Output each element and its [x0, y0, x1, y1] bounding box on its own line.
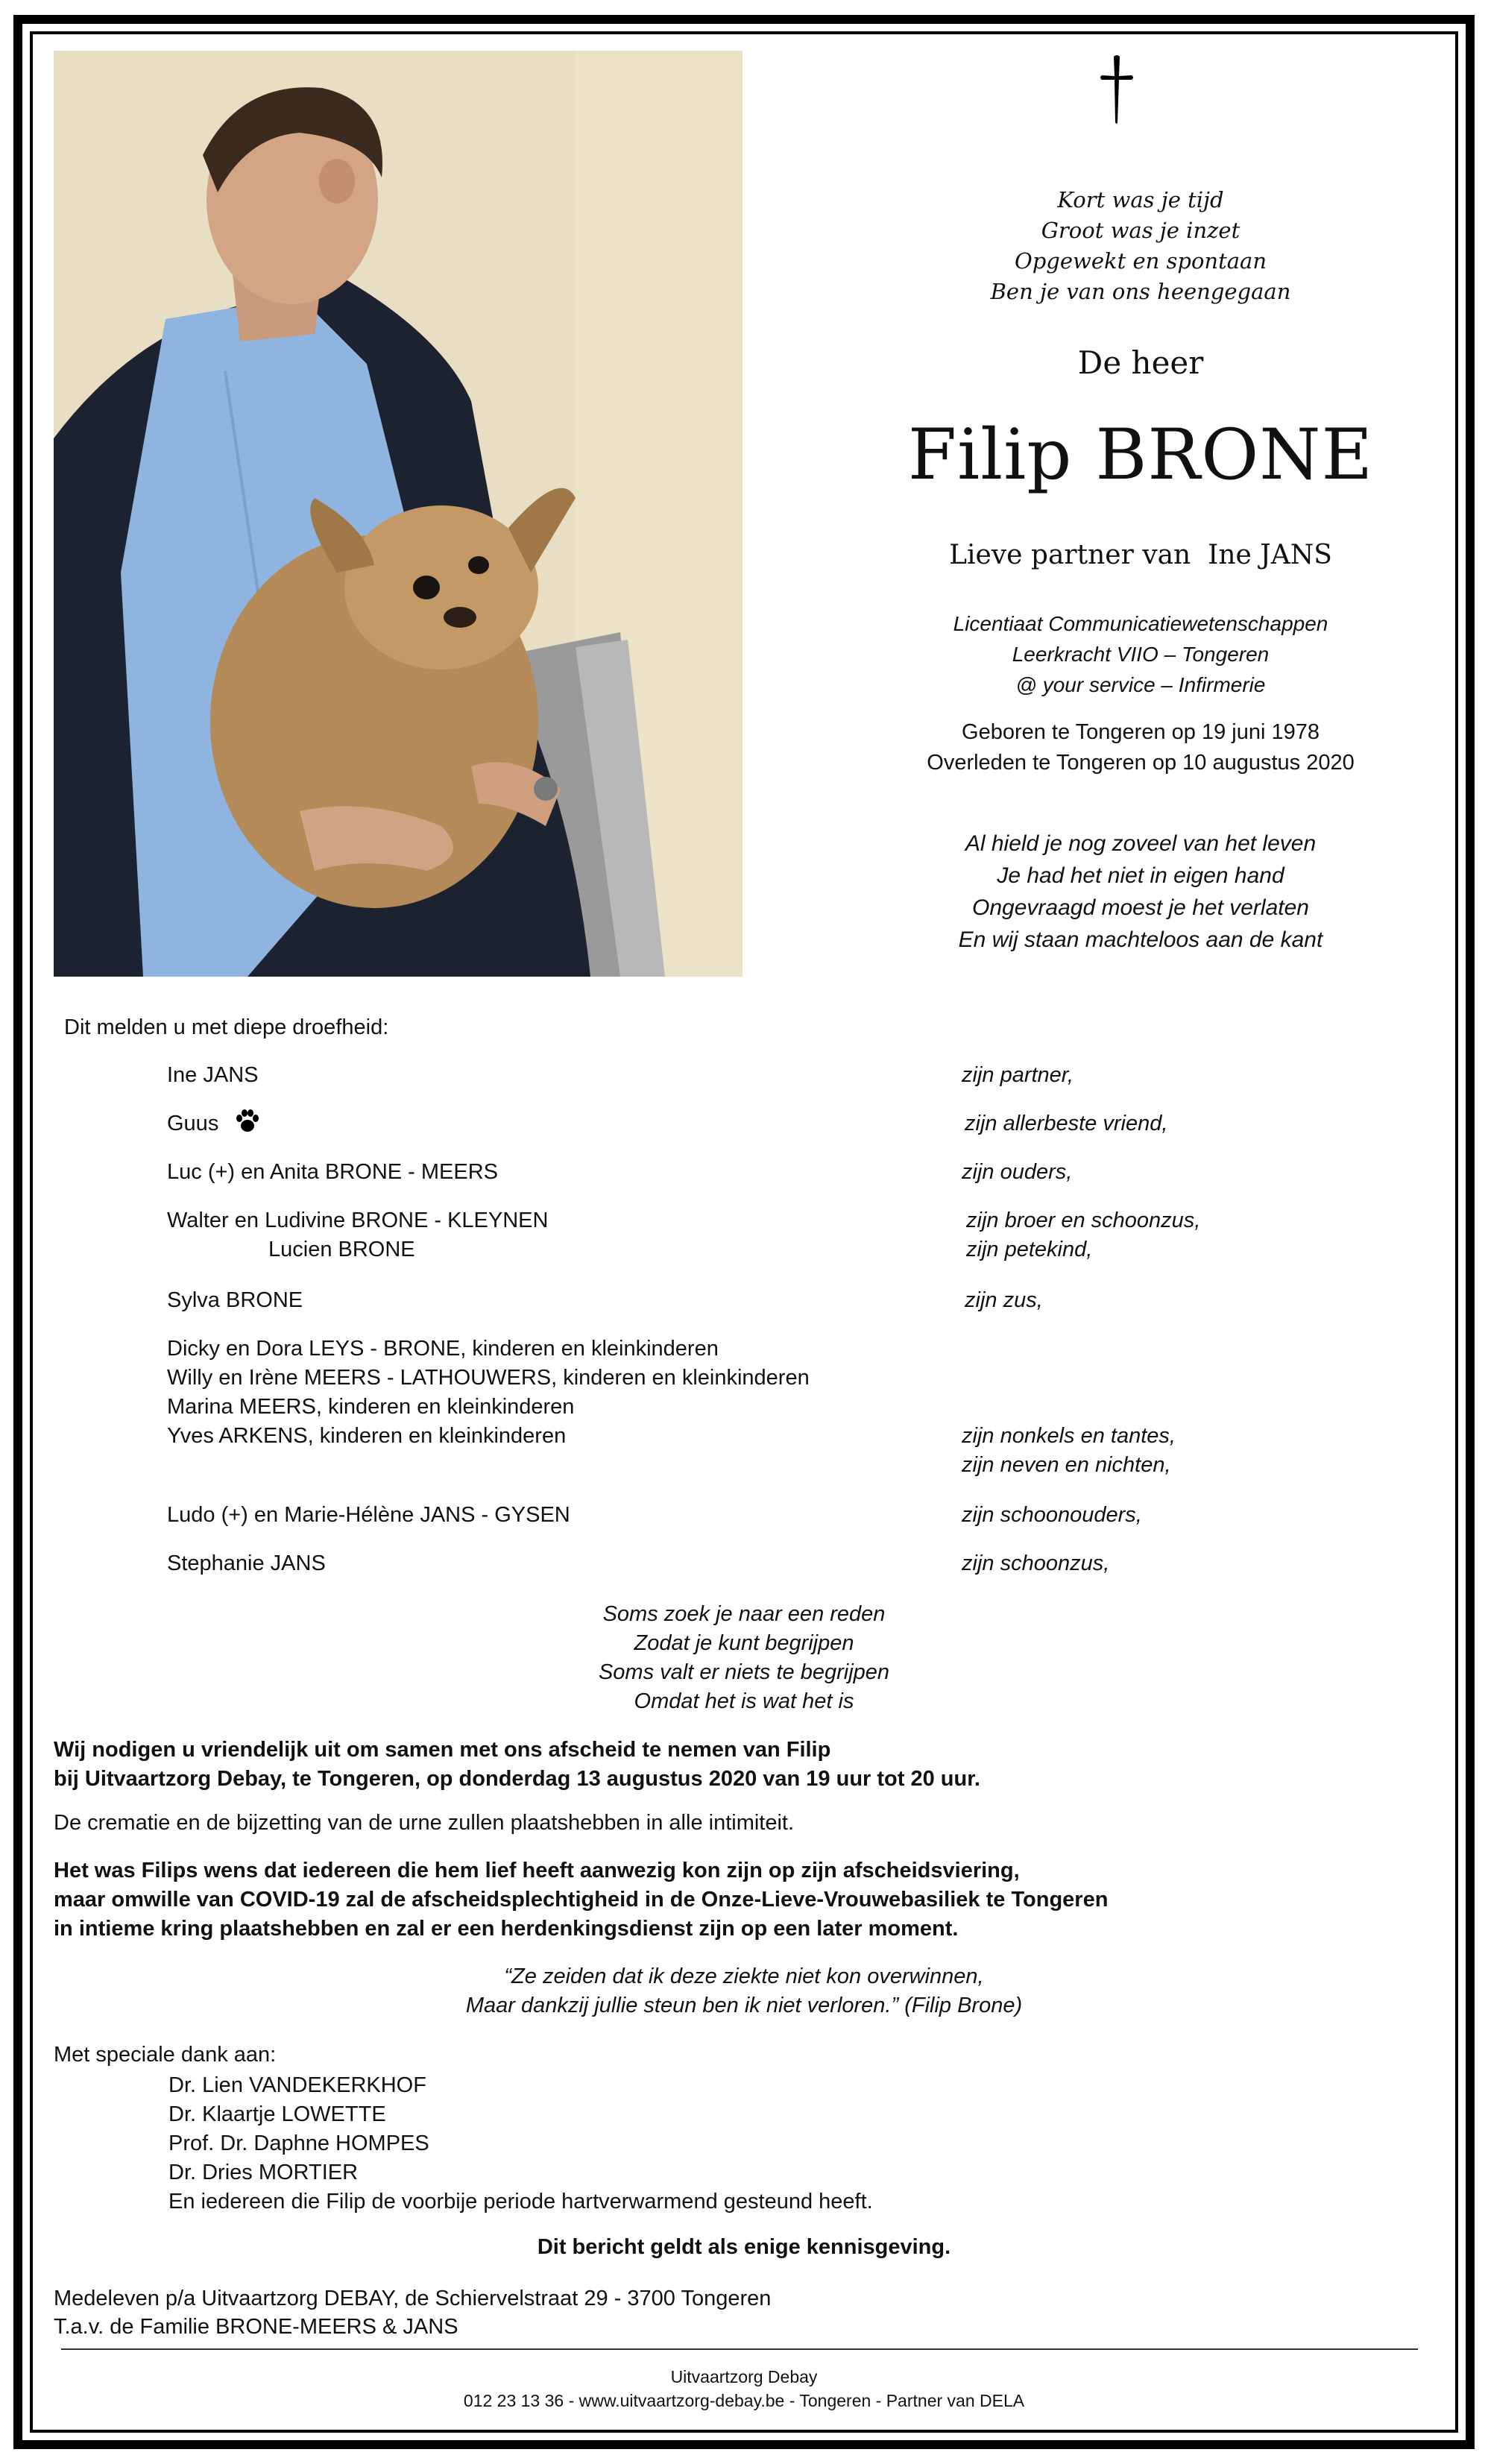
thanks-item: En iedereen die Filip de voorbije periode hartverwarmend gesteund heeft.: [168, 2190, 873, 2213]
poem-line: Kort was je tijd: [1057, 187, 1224, 212]
thanks-item: Dr. Lien VANDEKERKHOF: [168, 2073, 426, 2097]
family-relation: zijn ouders,: [962, 1160, 1073, 1184]
family-relation: zijn schoonzus,: [962, 1551, 1110, 1575]
thanks-item: Dr. Klaartje LOWETTE: [168, 2102, 386, 2126]
poem-line: Opgewekt en spontaan: [1014, 248, 1267, 274]
wish-paragraph: Het was Filips wens dat iedereen die hem lief heeft aanwezig kon zijn op zijn afscheidsviering, maar omwille van COVID-19 zal de afscheidsplechtigheid in de Onze-Lieve-Vrouwebasiliek te Tongeren in intieme kring plaatshebben en zal er een herdenkingsdienst zijn op een later moment.: [54, 1859, 1109, 1941]
paw-icon: [235, 1109, 260, 1141]
family-names: Ludo (+) en Marie-Hélène JANS - GYSEN: [167, 1503, 570, 1527]
thanks-item: Prof. Dr. Daphne HOMPES: [168, 2131, 429, 2155]
condolences: Medeleven p/a Uitvaartzorg DEBAY, de Schiervelstraat 29 - 3700 Tongeren T.a.v. de Familie BRONE-MEERS & JANS: [54, 2287, 772, 2339]
thanks-item: Dr. Dries MORTIER: [168, 2161, 359, 2184]
birth-line: Geboren te Tongeren op 19 juni 1978: [962, 720, 1320, 744]
family-names: Ine JANS: [167, 1063, 259, 1087]
thanks-list: [168, 2071, 873, 2216]
invitation: Wij nodigen u vriendelijk uit om samen met ons afscheid te nemen van Filip bij Uitvaartzorg Debay, te Tongeren, op donderdag 13 augustus 2020 van 19 uur tot 20 uur.: [54, 1738, 980, 1791]
partner-name: Ine JANS: [1208, 540, 1332, 570]
separator-line: [61, 2348, 1418, 2350]
partner-line: [820, 540, 1461, 570]
family-relation: zijn zus,: [965, 1288, 1043, 1312]
partner-label: Lieve partner van: [949, 540, 1191, 570]
announcement-intro: Dit melden u met diepe droefheid:: [64, 1015, 389, 1039]
footer-company: Uitvaartzorg Debay: [670, 2367, 818, 2386]
poem-top: [820, 185, 1461, 307]
poem-line: Ongevraagd moest je het verlaten: [972, 895, 1309, 920]
family-relation: zijn allerbeste vriend,: [965, 1112, 1168, 1135]
family-relation: zijn nonkels en tantes, zijn neven en nichten,: [962, 1424, 1176, 1477]
poem-line: En wij staan machteloos aan de kant: [958, 927, 1323, 952]
role-line: Licentiaat Communicatiewetenschappen: [953, 612, 1328, 635]
honorific: De heer: [1077, 344, 1204, 381]
poem-line: Soms zoek je naar een reden: [602, 1602, 886, 1626]
roles: [820, 608, 1461, 700]
poem-line: Al hield je nog zoveel van het leven: [965, 831, 1317, 856]
family-names: Sylva BRONE: [167, 1288, 303, 1312]
poem-line: Groot was je inzet: [1041, 218, 1240, 243]
family-names: Guus: [167, 1109, 260, 1141]
cremation-note: De crematie en de bijzetting van de urne zullen plaatshebben in alle intimiteit.: [54, 1811, 795, 1835]
poem-line: Soms valt er niets te begrijpen: [598, 1660, 890, 1684]
footer: [0, 2365, 1488, 2413]
quote: “Ze zeiden dat ik deze ziekte niet kon overwinnen, Maar dankzij jullie steun ben ik niet verloren.” (Filip Brone): [465, 1964, 1023, 2017]
poem-bottom: [0, 1600, 1488, 1716]
dates: [820, 717, 1461, 778]
family-names: Luc (+) en Anita BRONE - MEERS: [167, 1160, 499, 1184]
portrait-photo: [54, 51, 743, 977]
poem-line: Ben je van ons heengegaan: [990, 279, 1291, 304]
footer-contact: 012 23 13 36 - www.uitvaartzorg-debay.be - Tongeren - Partner van DELA: [463, 2391, 1025, 2410]
deceased-name: Filip BRONE: [907, 415, 1374, 496]
family-relation: zijn broer en schoonzus, zijn petekind,: [966, 1209, 1201, 1261]
family-names: Stephanie JANS: [167, 1551, 326, 1575]
family-relation: zijn schoonouders,: [962, 1503, 1142, 1527]
family-names: Dicky en Dora LEYS - BRONE, kinderen en kleinkinderen Willy en Irène MEERS - LATHOUWERS, kinderen en kleinkinderen Marina MEERS, kinderen en kleinkinderen Yves ARKENS, kinderen en kleinkinderen: [167, 1337, 810, 1448]
thanks-title: Met speciale dank aan:: [54, 2043, 277, 2067]
family-names: Walter en Ludivine BRONE - KLEYNEN Lucien BRONE: [167, 1209, 549, 1261]
notice: Dit bericht geldt als enige kennisgeving.: [537, 2235, 951, 2259]
role-line: @ your service – Infirmerie: [1015, 673, 1266, 696]
poem-line: Je had het niet in eigen hand: [997, 863, 1284, 888]
cross-icon: [1099, 54, 1135, 125]
poem-line: Omdat het is wat het is: [634, 1689, 854, 1713]
poem-line: Zodat je kunt begrijpen: [634, 1631, 854, 1655]
role-line: Leerkracht VIIO – Tongeren: [1012, 643, 1270, 666]
poem-mid: [820, 828, 1461, 956]
death-line: Overleden te Tongeren op 10 augustus 2020: [927, 751, 1355, 775]
family-relation: zijn partner,: [962, 1063, 1074, 1087]
